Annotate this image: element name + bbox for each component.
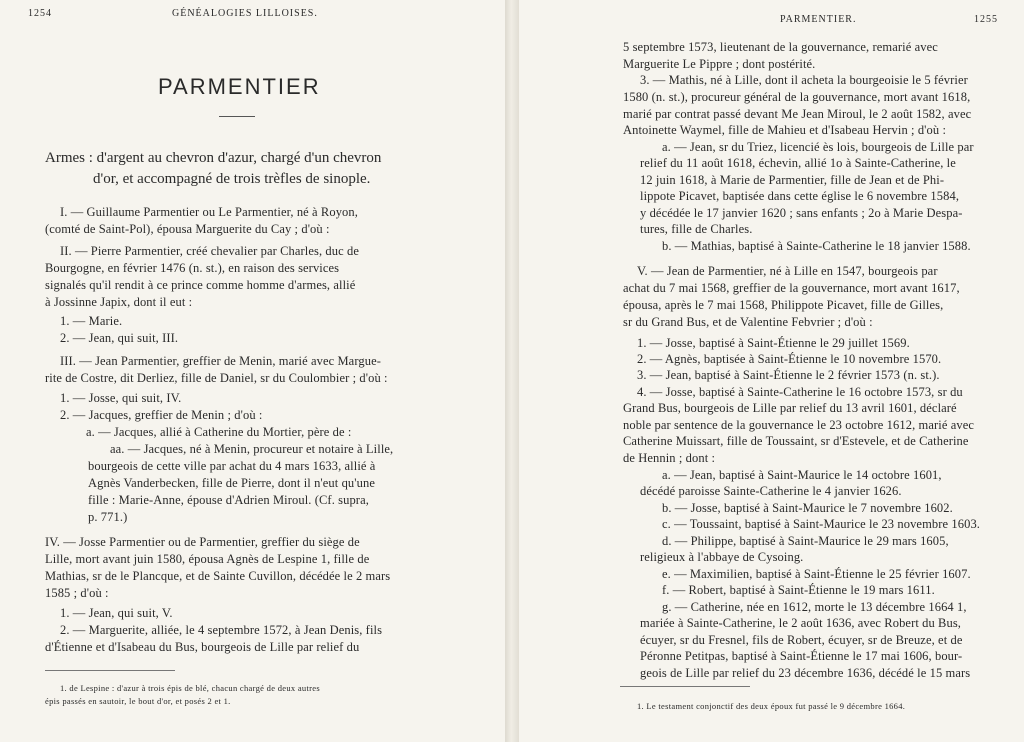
arms-line-2: d'or, et accompagné de trois trèfles de sinople.	[93, 171, 371, 187]
right-running-head: PARMENTIER.	[780, 14, 857, 25]
left-footnote-line: épis passés en sautoir, le bout d'or, et posés 2 et 1.	[45, 696, 231, 706]
right-line: Grand Bus, bourgeois de Lille par relief du 13 avril 1601, déclaré	[623, 401, 957, 415]
left-line: d'Étienne et d'Isabeau du Bus, bourgeois de Lille par relief du	[45, 640, 360, 654]
book-gutter	[505, 0, 519, 742]
right-line: 3. — Jean, baptisé à Saint-Étienne le 2 février 1573 (n. st.).	[637, 368, 940, 382]
left-running-head: GÉNÉALOGIES LILLOISES.	[172, 8, 318, 19]
right-line: mariée à Sainte-Catherine, le 2 août 1636, avec Robert du Bus,	[640, 616, 962, 630]
right-page-number: 1255	[974, 14, 998, 25]
left-line: 2. — Jacques, greffier de Menin ; d'où :	[60, 408, 263, 422]
right-line: a. — Jean, sr du Triez, licencié ès lois, bourgeois de Lille par	[662, 140, 974, 154]
right-footnote-line: 1. Le testament conjonctif des deux époux fut passé le 9 décembre 1664.	[637, 701, 906, 711]
right-line: b. — Josse, baptisé à Saint-Maurice le 7 novembre 1602.	[662, 501, 953, 515]
right-line: noble par sentence de la gouvernance le 23 octobre 1612, marié avec	[623, 418, 974, 432]
page-title: PARMENTIER	[158, 74, 321, 99]
right-line: écuyer, sr du Fresnel, fils de Robert, écuyer, sr de Breuze, et de	[640, 633, 963, 647]
left-line: 1585 ; d'où :	[45, 586, 109, 600]
left-line: fille : Marie-Anne, épouse d'Adrien Miroul. (Cf. supra,	[88, 493, 369, 507]
right-line: 12 juin 1618, à Marie de Parmentier, fille de Jean et de Phi-	[640, 173, 945, 187]
right-line: 1. — Josse, baptisé à Saint-Étienne le 29 juillet 1569.	[637, 336, 910, 350]
right-line: tures, fille de Charles.	[640, 222, 753, 236]
left-line: Mathias, sr de le Plancque, et de Sainte Cuvillon, décédée le 2 mars	[45, 569, 391, 583]
right-line: V. — Jean de Parmentier, né à Lille en 1547, bourgeois par	[637, 264, 938, 278]
left-line: Bourgogne, en février 1476 (n. st.), en raison des services	[45, 261, 340, 275]
left-line: 1. — Josse, qui suit, IV.	[60, 391, 182, 405]
right-line: e. — Maximilien, baptisé à Saint-Étienne le 25 février 1607.	[662, 567, 971, 581]
right-line: 3. — Mathis, né à Lille, dont il acheta la bourgeoisie le 5 février	[640, 73, 968, 87]
left-line: 1. — Marie.	[60, 314, 123, 328]
right-line: 2. — Agnès, baptisée à Saint-Étienne le 10 novembre 1570.	[637, 352, 942, 366]
right-line: Catherine Muissart, fille de Toussaint, sr d'Estevele, et de Catherine	[623, 434, 969, 448]
right-line: 4. — Josse, baptisé à Sainte-Catherine le 16 octobre 1573, sr du	[637, 385, 963, 399]
right-line: geois de Lille par relief du 23 décembre 1636, décédé le 15 mars	[640, 666, 971, 680]
right-line: c. — Toussaint, baptisé à Saint-Maurice le 23 novembre 1603.	[662, 517, 981, 531]
right-line: achat du 7 mai 1568, greffier de la gouvernance, mort avant 1617,	[623, 281, 960, 295]
right-line: Antoinette Waymel, fille de Mahieu et d'Isabeau Hervin ; d'où :	[623, 123, 947, 137]
left-page-number: 1254	[28, 8, 52, 19]
right-line: g. — Catherine, née en 1612, morte le 13 décembre 1664 1,	[662, 600, 967, 614]
right-line: épousa, après le 7 mai 1568, Philippote Picavet, fille de Gilles,	[623, 298, 944, 312]
footnote-rule	[45, 670, 175, 671]
right-line: 5 septembre 1573, lieutenant de la gouvernance, remarié avec	[623, 40, 938, 54]
right-line: a. — Jean, baptisé à Saint-Maurice le 14 octobre 1601,	[662, 468, 942, 482]
right-line: b. — Mathias, baptisé à Sainte-Catherine le 18 janvier 1588.	[662, 239, 971, 253]
right-line: lippote Picavet, baptisée dans cette église le 6 novembre 1584,	[640, 189, 960, 203]
title-rule	[219, 116, 255, 117]
right-line: Péronne Petitpas, baptisé à Saint-Étienne le 17 mai 1606, bour-	[640, 649, 963, 663]
right-line: marié par contrat passé devant Me Jean Miroul, le 2 août 1582, avec	[623, 107, 972, 121]
left-line: IV. — Josse Parmentier ou de Parmentier, greffier du siège de	[45, 535, 360, 549]
left-line: Agnès Vanderbecken, fille de Pierre, dont il n'eut qu'une	[88, 476, 375, 490]
right-line: relief du 11 août 1618, échevin, allié 1o à Sainte-Catherine, le	[640, 156, 956, 170]
left-line: 2. — Marguerite, alliée, le 4 septembre 1572, à Jean Denis, fils	[60, 623, 383, 637]
left-line: signalés qu'il rendit à ce prince comme homme d'armes, allié	[45, 278, 356, 292]
right-line: sr du Grand Bus, et de Valentine Febvrier ; d'où :	[623, 315, 873, 329]
arms-line-1: Armes : d'argent au chevron d'azur, chargé d'un chevron	[45, 150, 382, 166]
left-footnote-line: 1. de Lespine : d'azur à trois épis de blé, chacun chargé de deux autres	[60, 683, 320, 693]
footnote-rule	[620, 686, 750, 687]
left-line: 1. — Jean, qui suit, V.	[60, 606, 173, 620]
left-line: p. 771.)	[88, 510, 128, 524]
left-line: aa. — Jacques, né à Menin, procureur et notaire à Lille,	[110, 442, 394, 456]
right-line: d. — Philippe, baptisé à Saint-Maurice le 29 mars 1605,	[662, 534, 949, 548]
right-line: f. — Robert, baptisé à Saint-Étienne le 19 mars 1611.	[662, 583, 935, 597]
left-line: à Jossinne Japix, dont il eut :	[45, 295, 193, 309]
left-line: Lille, mort avant juin 1580, épousa Agnès de Lespine 1, fille de	[45, 552, 370, 566]
right-line: 1580 (n. st.), procureur général de la gouvernance, mort avant 1618,	[623, 90, 971, 104]
right-line: de Hennin ; dont :	[623, 451, 716, 465]
left-line: rite de Costre, dit Derliez, fille de Daniel, sr du Coulombier ; d'où :	[45, 371, 388, 385]
left-line: a. — Jacques, allié à Catherine du Mortier, père de :	[86, 425, 352, 439]
left-line: III. — Jean Parmentier, greffier de Menin, marié avec Margue-	[60, 354, 381, 368]
left-line: bourgeois de cette ville par achat du 4 mars 1633, allié à	[88, 459, 376, 473]
left-line: I. — Guillaume Parmentier ou Le Parmentier, né à Royon,	[60, 205, 358, 219]
right-line: y décédée le 17 janvier 1620 ; sans enfants ; 2o à Marie Despa-	[640, 206, 963, 220]
right-line: Marguerite Le Pippre ; dont postérité.	[623, 57, 816, 71]
left-line: II. — Pierre Parmentier, créé chevalier par Charles, duc de	[60, 244, 360, 258]
right-line: décédé paroisse Sainte-Catherine le 4 janvier 1626.	[640, 484, 902, 498]
left-line: (comté de Saint-Pol), épousa Marguerite du Cay ; d'où :	[45, 222, 330, 236]
right-line: religieux à l'abbaye de Cysoing.	[640, 550, 804, 564]
left-line: 2. — Jean, qui suit, III.	[60, 331, 179, 345]
